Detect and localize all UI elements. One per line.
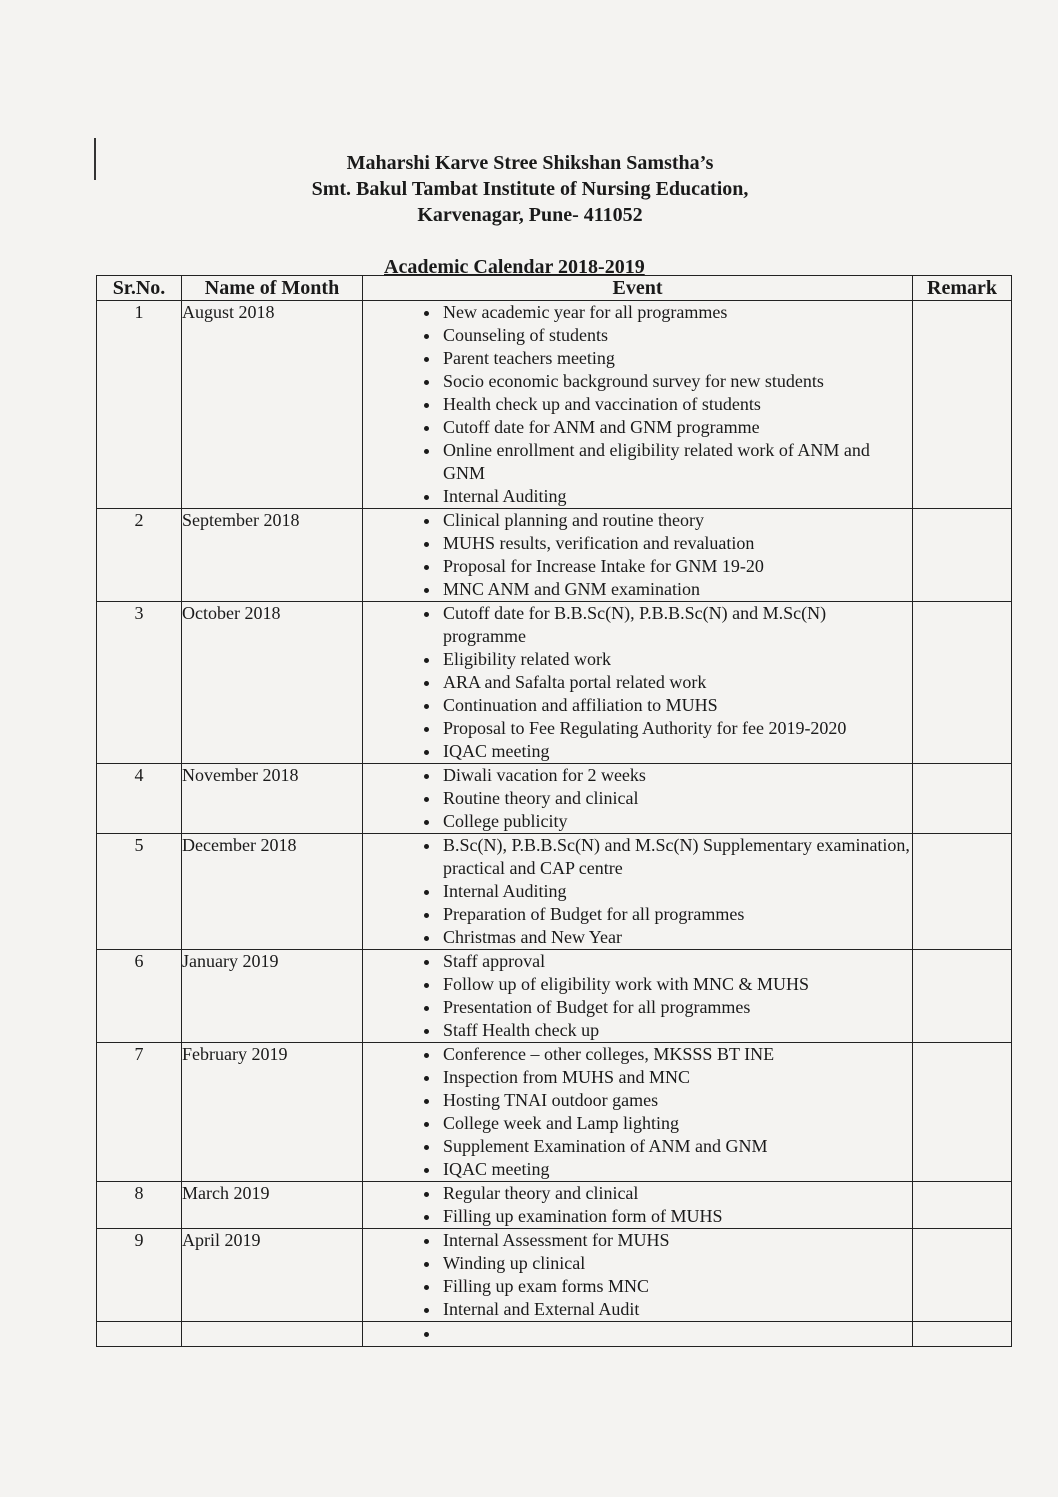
event-item: • Staff Health check up xyxy=(441,1019,912,1042)
event-item: • MNC ANM and GNM examination xyxy=(441,578,912,601)
event-item: • Preparation of Budget for all programmes xyxy=(441,903,912,926)
event-cell xyxy=(363,950,913,1043)
margin-mark xyxy=(94,138,96,180)
remark-cell xyxy=(913,509,1012,602)
table-row xyxy=(97,301,1012,509)
event-list xyxy=(363,764,912,833)
event-item: • Inspection from MUHS and MNC xyxy=(441,1066,912,1089)
empty-cell xyxy=(913,1322,1012,1347)
event-item: • Hosting TNAI outdoor games xyxy=(441,1089,912,1112)
event-item: • ARA and Safalta portal related work xyxy=(441,671,912,694)
event-item: • College publicity xyxy=(441,810,912,833)
event-item: • Christmas and New Year xyxy=(441,926,912,949)
event-item: • Socio economic background survey for new students xyxy=(441,370,912,393)
event-list xyxy=(363,1182,912,1228)
event-item: • Internal Assessment for MUHS xyxy=(441,1229,912,1252)
header-event: Event xyxy=(363,276,913,301)
event-item: • Follow up of eligibility work with MNC & MUHS xyxy=(441,973,912,996)
event-cell xyxy=(363,1229,913,1322)
event-list xyxy=(363,509,912,601)
event-list xyxy=(363,950,912,1042)
empty-cell xyxy=(363,1322,913,1347)
table-row xyxy=(97,764,1012,834)
event-item: • Continuation and affiliation to MUHS xyxy=(441,694,912,717)
event-item: • MUHS results, verification and revaluation xyxy=(441,532,912,555)
month-cell: February 2019 xyxy=(182,1043,363,1182)
empty-cell xyxy=(97,1322,182,1347)
event-item: • Cutoff date for ANM and GNM programme xyxy=(441,416,912,439)
header-remark: Remark xyxy=(913,276,1012,301)
event-item: • Proposal for Increase Intake for GNM 19-20 xyxy=(441,555,912,578)
month-cell: August 2018 xyxy=(182,301,363,509)
sr-no-cell: 5 xyxy=(97,834,182,950)
event-item: • Conference – other colleges, MKSSS BT INE xyxy=(441,1043,912,1066)
sr-no-cell: 1 xyxy=(97,301,182,509)
empty-cell xyxy=(182,1322,363,1347)
event-cell xyxy=(363,764,913,834)
event-item: • Parent teachers meeting xyxy=(441,347,912,370)
month-cell: January 2019 xyxy=(182,950,363,1043)
event-list xyxy=(363,301,912,508)
event-list xyxy=(363,1322,912,1345)
sr-no-cell: 4 xyxy=(97,764,182,834)
table-body xyxy=(97,301,1012,1347)
month-cell: March 2019 xyxy=(182,1182,363,1229)
sr-no-cell: 2 xyxy=(97,509,182,602)
table-row xyxy=(97,1043,1012,1182)
header-sr-no: Sr.No. xyxy=(97,276,182,301)
table-row xyxy=(97,602,1012,764)
event-item: • Routine theory and clinical xyxy=(441,787,912,810)
event-cell xyxy=(363,1182,913,1229)
header-line-3: Karvenagar, Pune- 411052 xyxy=(417,204,643,226)
event-item: • New academic year for all programmes xyxy=(441,301,912,324)
event-item: • Proposal to Fee Regulating Authority for fee 2019-2020 xyxy=(441,717,912,740)
table-row xyxy=(97,1182,1012,1229)
event-item: • B.Sc(N), P.B.B.Sc(N) and M.Sc(N) Supplementary examination, practical and CAP centre xyxy=(441,834,912,880)
table-row xyxy=(97,509,1012,602)
event-item: • IQAC meeting xyxy=(441,740,912,763)
remark-cell xyxy=(913,1229,1012,1322)
event-list xyxy=(363,1229,912,1321)
event-item: • Internal Auditing xyxy=(441,485,912,508)
remark-cell xyxy=(913,764,1012,834)
empty-event-item xyxy=(441,1322,912,1345)
remark-cell xyxy=(913,301,1012,509)
event-item: • Eligibility related work xyxy=(441,648,912,671)
event-item: • IQAC meeting xyxy=(441,1158,912,1181)
remark-cell xyxy=(913,834,1012,950)
event-list xyxy=(363,602,912,763)
table-row xyxy=(97,834,1012,950)
event-item: • Diwali vacation for 2 weeks xyxy=(441,764,912,787)
remark-cell xyxy=(913,950,1012,1043)
sr-no-cell: 3 xyxy=(97,602,182,764)
month-cell: November 2018 xyxy=(182,764,363,834)
table-row xyxy=(97,950,1012,1043)
month-cell: October 2018 xyxy=(182,602,363,764)
event-cell xyxy=(363,301,913,509)
remark-cell xyxy=(913,1043,1012,1182)
empty-table-row xyxy=(97,1322,1012,1347)
event-item: • Cutoff date for B.B.Sc(N), P.B.B.Sc(N) and M.Sc(N) programme xyxy=(441,602,912,648)
header-line-1: Maharshi Karve Stree Shikshan Samstha’s xyxy=(346,152,714,174)
event-item: • Winding up clinical xyxy=(441,1252,912,1275)
event-item: • College week and Lamp lighting xyxy=(441,1112,912,1135)
sr-no-cell: 9 xyxy=(97,1229,182,1322)
event-list xyxy=(363,1043,912,1181)
sr-no-cell: 8 xyxy=(97,1182,182,1229)
month-cell: September 2018 xyxy=(182,509,363,602)
event-item: • Presentation of Budget for all programmes xyxy=(441,996,912,1019)
event-item: • Internal and External Audit xyxy=(441,1298,912,1321)
event-item: • Filling up examination form of MUHS xyxy=(441,1205,912,1228)
header-line-2: Smt. Bakul Tambat Institute of Nursing Education, xyxy=(311,178,749,200)
header-month: Name of Month xyxy=(182,276,363,301)
sr-no-cell: 7 xyxy=(97,1043,182,1182)
sr-no-cell: 6 xyxy=(97,950,182,1043)
event-list xyxy=(363,834,912,949)
event-cell xyxy=(363,834,913,950)
month-cell: December 2018 xyxy=(182,834,363,950)
institution-header xyxy=(180,150,880,228)
academic-calendar-table xyxy=(96,275,1012,1347)
event-cell xyxy=(363,602,913,764)
remark-cell xyxy=(913,1182,1012,1229)
event-cell xyxy=(363,1043,913,1182)
table-header-row xyxy=(97,276,1012,301)
event-item: • Staff approval xyxy=(441,950,912,973)
event-item: • Filling up exam forms MNC xyxy=(441,1275,912,1298)
event-item: • Health check up and vaccination of students xyxy=(441,393,912,416)
calendar-caption: Academic Calendar 2018-2019 xyxy=(384,256,645,278)
event-item: • Internal Auditing xyxy=(441,880,912,903)
event-item: • Counseling of students xyxy=(441,324,912,347)
month-cell: April 2019 xyxy=(182,1229,363,1322)
event-item: • Online enrollment and eligibility related work of ANM and GNM xyxy=(441,439,912,485)
table-row xyxy=(97,1229,1012,1322)
remark-cell xyxy=(913,602,1012,764)
event-cell xyxy=(363,509,913,602)
event-item: • Regular theory and clinical xyxy=(441,1182,912,1205)
event-item: • Supplement Examination of ANM and GNM xyxy=(441,1135,912,1158)
event-item: • Clinical planning and routine theory xyxy=(441,509,912,532)
